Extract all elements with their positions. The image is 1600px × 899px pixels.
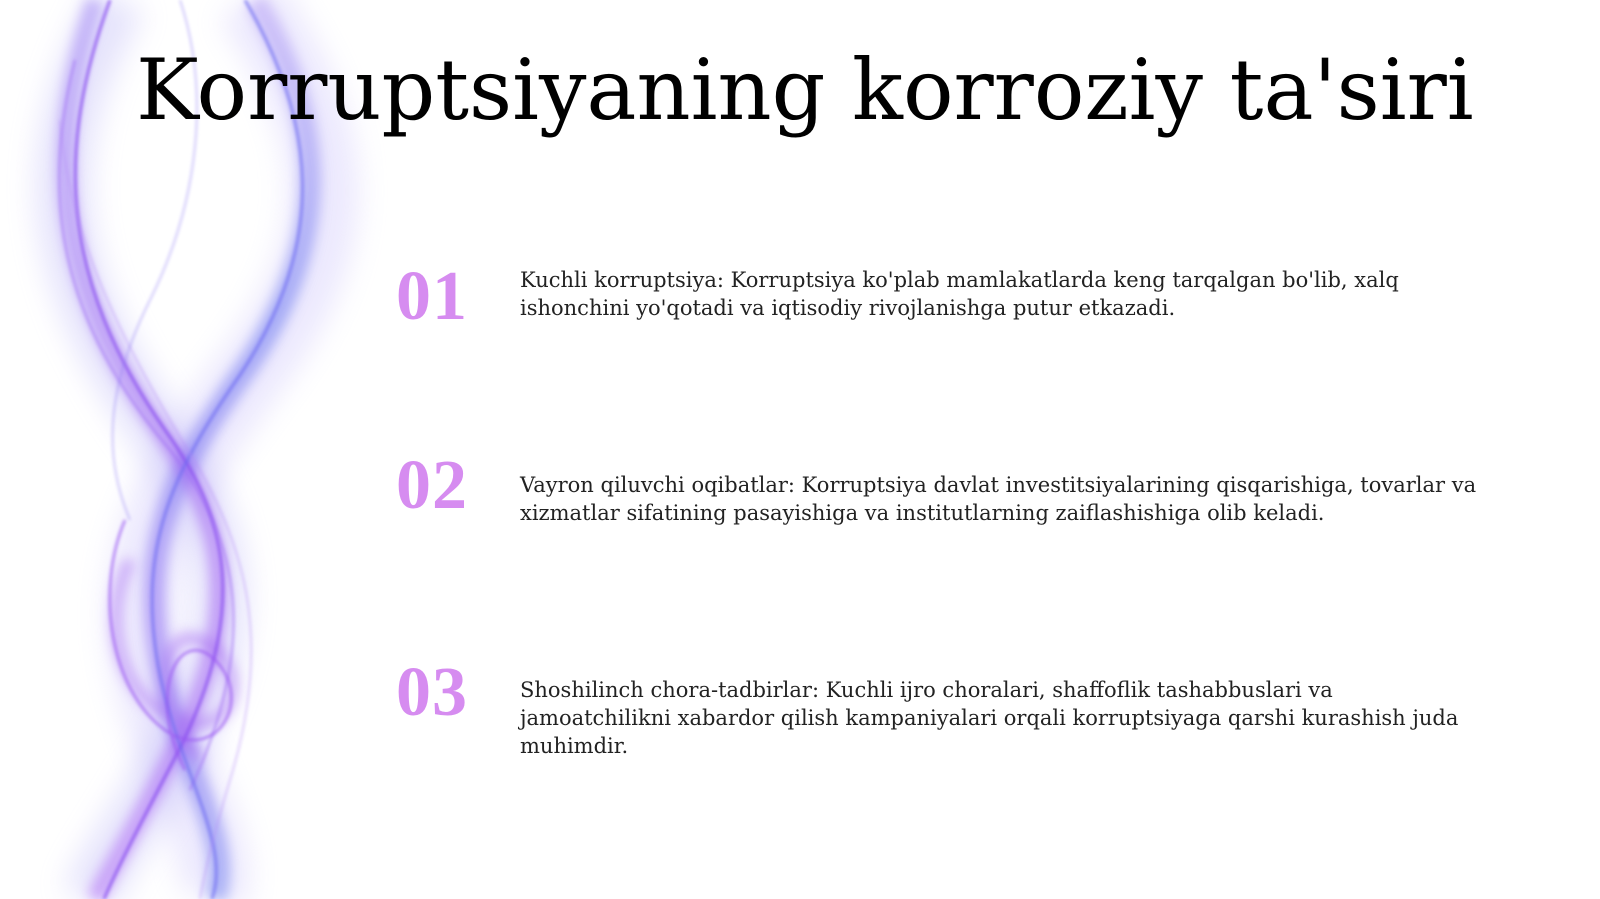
item-number: 02 bbox=[396, 447, 468, 524]
item-number: 03 bbox=[396, 654, 468, 731]
item-text: Vayron qiluvchi oqibatlar: Korruptsiya davlat investitsiyalarining qisqarishiga, tovarlar va xizmatlar sifatining pasayishiga va institutlarning zaiflashishiga olib keladi. bbox=[520, 473, 1477, 525]
slide-title: Korruptsiyaning korroziy ta'siri bbox=[136, 41, 1474, 139]
item-text: Kuchli korruptsiya: Korruptsiya ko'plab mamlakatlarda keng tarqalgan bo'lib, xalq ishonchini yo'qotadi va iqtisodiy rivojlanishga putur etkazadi. bbox=[520, 268, 1399, 320]
item-number: 01 bbox=[396, 258, 468, 335]
item-text: Shoshilinch chora-tadbirlar: Kuchli ijro choralari, shaffoflik tashabbuslari va jamoatchilikni xabardor qilish kampaniyalari orqali korruptsiyaga qarshi kurashish juda muhimdir. bbox=[520, 678, 1459, 758]
